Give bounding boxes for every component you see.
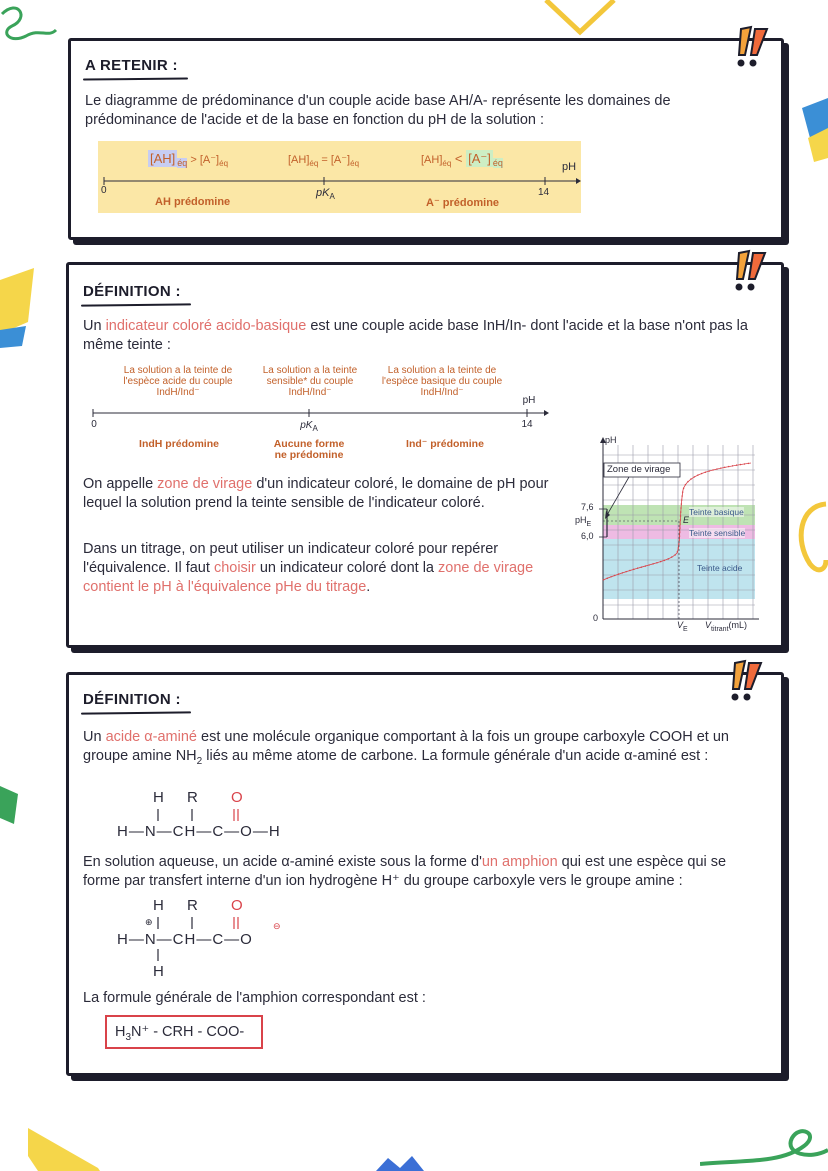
pka-label xyxy=(316,187,335,201)
graph-zero: 0 xyxy=(593,613,599,623)
exclamation-icon xyxy=(731,249,769,295)
vtitrant-text: V xyxy=(705,620,712,630)
f2-line: H—N—CH—C—O xyxy=(117,931,253,948)
formula-amphion xyxy=(117,897,347,987)
vtitrant-sub: titrant xyxy=(711,625,729,633)
box-a: H xyxy=(115,1024,126,1040)
cond-mid-b: [A⁻] xyxy=(330,154,351,166)
val-phe-sub: E xyxy=(586,520,592,528)
cond-right-a: [AH] xyxy=(421,154,443,166)
card-intro xyxy=(83,317,763,355)
p1-highlight: zone de virage xyxy=(157,476,253,492)
card-title: DÉFINITION : xyxy=(83,691,181,708)
indicator-diagram xyxy=(89,363,549,463)
right-predominance: A⁻ prédomine xyxy=(426,197,500,209)
val-76: 7,6 xyxy=(581,502,594,512)
f1-r-top: R xyxy=(187,789,198,806)
axis-zero: 0 xyxy=(101,185,107,196)
p2-before: En solution aqueuse, un acide α-aminé existe sous la forme d' xyxy=(83,854,482,870)
cond-right-sub-b: éq xyxy=(492,158,503,169)
amphion-paragraph xyxy=(83,853,763,891)
axis-fourteen: 14 xyxy=(538,187,550,198)
val-60: 6,0 xyxy=(581,531,594,541)
ve-text: V xyxy=(677,620,684,630)
intro-after: est une couple acide base InH/In- dont l'acide et la base n'ont pas la même teinte : xyxy=(83,318,748,353)
exclamation-icon xyxy=(733,25,771,71)
pka-text: pK xyxy=(316,187,330,199)
bottom-left-text: IndH prédomine xyxy=(139,438,219,450)
p1-highlight: acide α-aminé xyxy=(105,729,197,745)
ve-label xyxy=(677,620,688,633)
card-title: DÉFINITION : xyxy=(83,283,181,300)
e-point: E xyxy=(683,515,690,525)
card-definition-acide-amine xyxy=(66,672,784,1076)
p2-end: . xyxy=(366,579,371,595)
p2-highlight: un amphion xyxy=(481,854,558,870)
acide-amine-definition xyxy=(83,728,763,771)
cond-mid-sub-b: éq xyxy=(350,159,360,169)
p1-after-a: est une molécule organique comportant à la fois un groupe carboxyle COOH et un groupe amine NH xyxy=(83,729,729,764)
p2-after: qui est une espèce qui se forme par transfert interne d'un ion hydrogène H⁺ du groupe carboxyle vers le groupe amine : xyxy=(83,854,727,889)
amphion-formula-box xyxy=(105,1015,263,1049)
virage-paragraph xyxy=(83,475,559,513)
p1-sub: 2 xyxy=(196,755,203,767)
f2-o-top: O xyxy=(231,897,243,914)
teinte-basique: Teinte basique xyxy=(689,507,744,517)
cond-right-op: < xyxy=(451,151,467,166)
pka-text: pK xyxy=(300,420,313,431)
p2-mid: un indicateur coloré dont la xyxy=(255,560,439,576)
f1-bonds xyxy=(117,789,347,851)
cond-mid-sub-a: éq xyxy=(309,159,319,169)
decor-blue-left xyxy=(0,326,30,350)
f1-o-top: O xyxy=(231,789,243,806)
zone-virage-label: Zone de virage xyxy=(607,464,671,475)
p2-highlight-2: zone de virage contient le pH à l'équivalence pHe du titrage xyxy=(83,560,534,595)
card-text: Le diagramme de prédominance d'un couple acide base AH/A- représente les domaines de prédominance de l'acide et de la base en fonction du pH de la solution : xyxy=(85,93,671,128)
cond-right-b: [A⁻] xyxy=(468,151,491,166)
f2-h-bottom: H xyxy=(153,963,164,980)
ph-label: pH xyxy=(562,161,577,173)
intro-highlight: indicateur coloré acido-basique xyxy=(105,318,307,334)
teinte-sensible: Teinte sensible xyxy=(689,528,746,538)
ve-sub: E xyxy=(683,625,688,633)
vtitrant-label xyxy=(705,620,747,633)
titrage-paragraph xyxy=(83,540,553,597)
f1-chain xyxy=(117,823,281,840)
amphion-formula-intro: La formule générale de l'amphion correspondant est : xyxy=(83,990,426,1006)
decor-green-bottom-right xyxy=(700,1124,828,1171)
val-phe-text: pH xyxy=(575,515,587,525)
cond-left-b: [A⁻] xyxy=(199,154,220,166)
f2-plus: ⊕ xyxy=(145,917,153,927)
p2-highlight-1: choisir xyxy=(213,560,256,576)
cond-mid-op: = xyxy=(318,154,331,166)
exclamation-icon xyxy=(727,659,765,705)
pka-sub: A xyxy=(329,192,335,202)
val-phe xyxy=(575,515,591,528)
p2-before: Dans un titrage, on peut utiliser un indicateur coloré pour repérer l'équivalence. Il faut xyxy=(83,541,499,576)
card-a-retenir xyxy=(68,38,784,240)
ph-label: pH xyxy=(522,395,536,406)
p1-before: On appelle xyxy=(83,476,158,492)
cond-left-sub-a: éq xyxy=(177,158,188,169)
p1-before: Un xyxy=(83,729,106,745)
top-right-text: La solution a la teinte de l'espèce basique du couple IndH/Ind⁻ xyxy=(381,365,503,398)
vtitrant-unit: (mL) xyxy=(728,620,748,630)
predominance-diagram xyxy=(98,141,581,213)
f2-minus: ⊖ xyxy=(273,921,281,931)
bottom-right-text: Ind⁻ prédomine xyxy=(406,438,484,450)
axis-fourteen: 14 xyxy=(521,419,533,430)
card-definition-indicateur xyxy=(66,262,784,648)
cond-left-a: [AH] xyxy=(150,151,176,166)
decor-squiggle-top-left xyxy=(0,0,60,50)
box-b: N⁺ - CRH - COO- xyxy=(131,1024,245,1040)
f1-h-top: H xyxy=(153,789,164,806)
teinte-acide: Teinte acide xyxy=(697,563,743,573)
axis-zero: 0 xyxy=(91,419,97,430)
cond-mid-a: [AH] xyxy=(288,154,310,166)
cond-left-sub-b: éq xyxy=(219,159,229,169)
top-left-text: La solution a la teinte de l'espèce acide du couple IndH/Ind⁻ xyxy=(123,365,233,398)
f1-line: H—N—CH—C—O—H xyxy=(117,823,281,840)
f2-chain xyxy=(117,931,253,948)
titration-graph xyxy=(569,435,769,631)
decor-green-left xyxy=(0,786,22,826)
pka-label xyxy=(297,420,321,434)
p1-after: d'un indicateur coloré, le domaine de pH pour lequel la solution prend la teinte sensible de l'indicateur coloré. xyxy=(83,476,549,511)
graph-ph-axis: pH xyxy=(605,435,617,445)
cond-right-sub-a: éq xyxy=(442,159,452,169)
decor-yellow-bottom-left xyxy=(28,1120,108,1171)
top-mid-text: La solution a la teinte sensible* du couple IndH/Ind⁻ xyxy=(262,365,358,398)
box-sub: 3 xyxy=(125,1031,132,1043)
p1-after-b: liés au même atome de carbone. La formule générale d'un acide α-aminé est : xyxy=(202,748,709,764)
formula-acide-amine xyxy=(117,789,347,851)
decor-yellow-right xyxy=(790,500,828,580)
pka-sub: A xyxy=(312,424,318,433)
card-title: A RETENIR : xyxy=(85,57,178,74)
intro-before: Un xyxy=(83,318,106,334)
cond-left-op: > xyxy=(187,154,200,166)
decor-blue-bottom xyxy=(376,1150,426,1171)
bottom-mid-text: Aucune forme ne prédomine xyxy=(273,438,345,461)
decor-yellow-right-top xyxy=(798,122,828,162)
decor-yellow-top xyxy=(540,0,620,36)
left-predominance: AH prédomine xyxy=(155,196,231,208)
f2-r-top: R xyxy=(187,897,198,914)
f2-h-top: H xyxy=(153,897,164,914)
